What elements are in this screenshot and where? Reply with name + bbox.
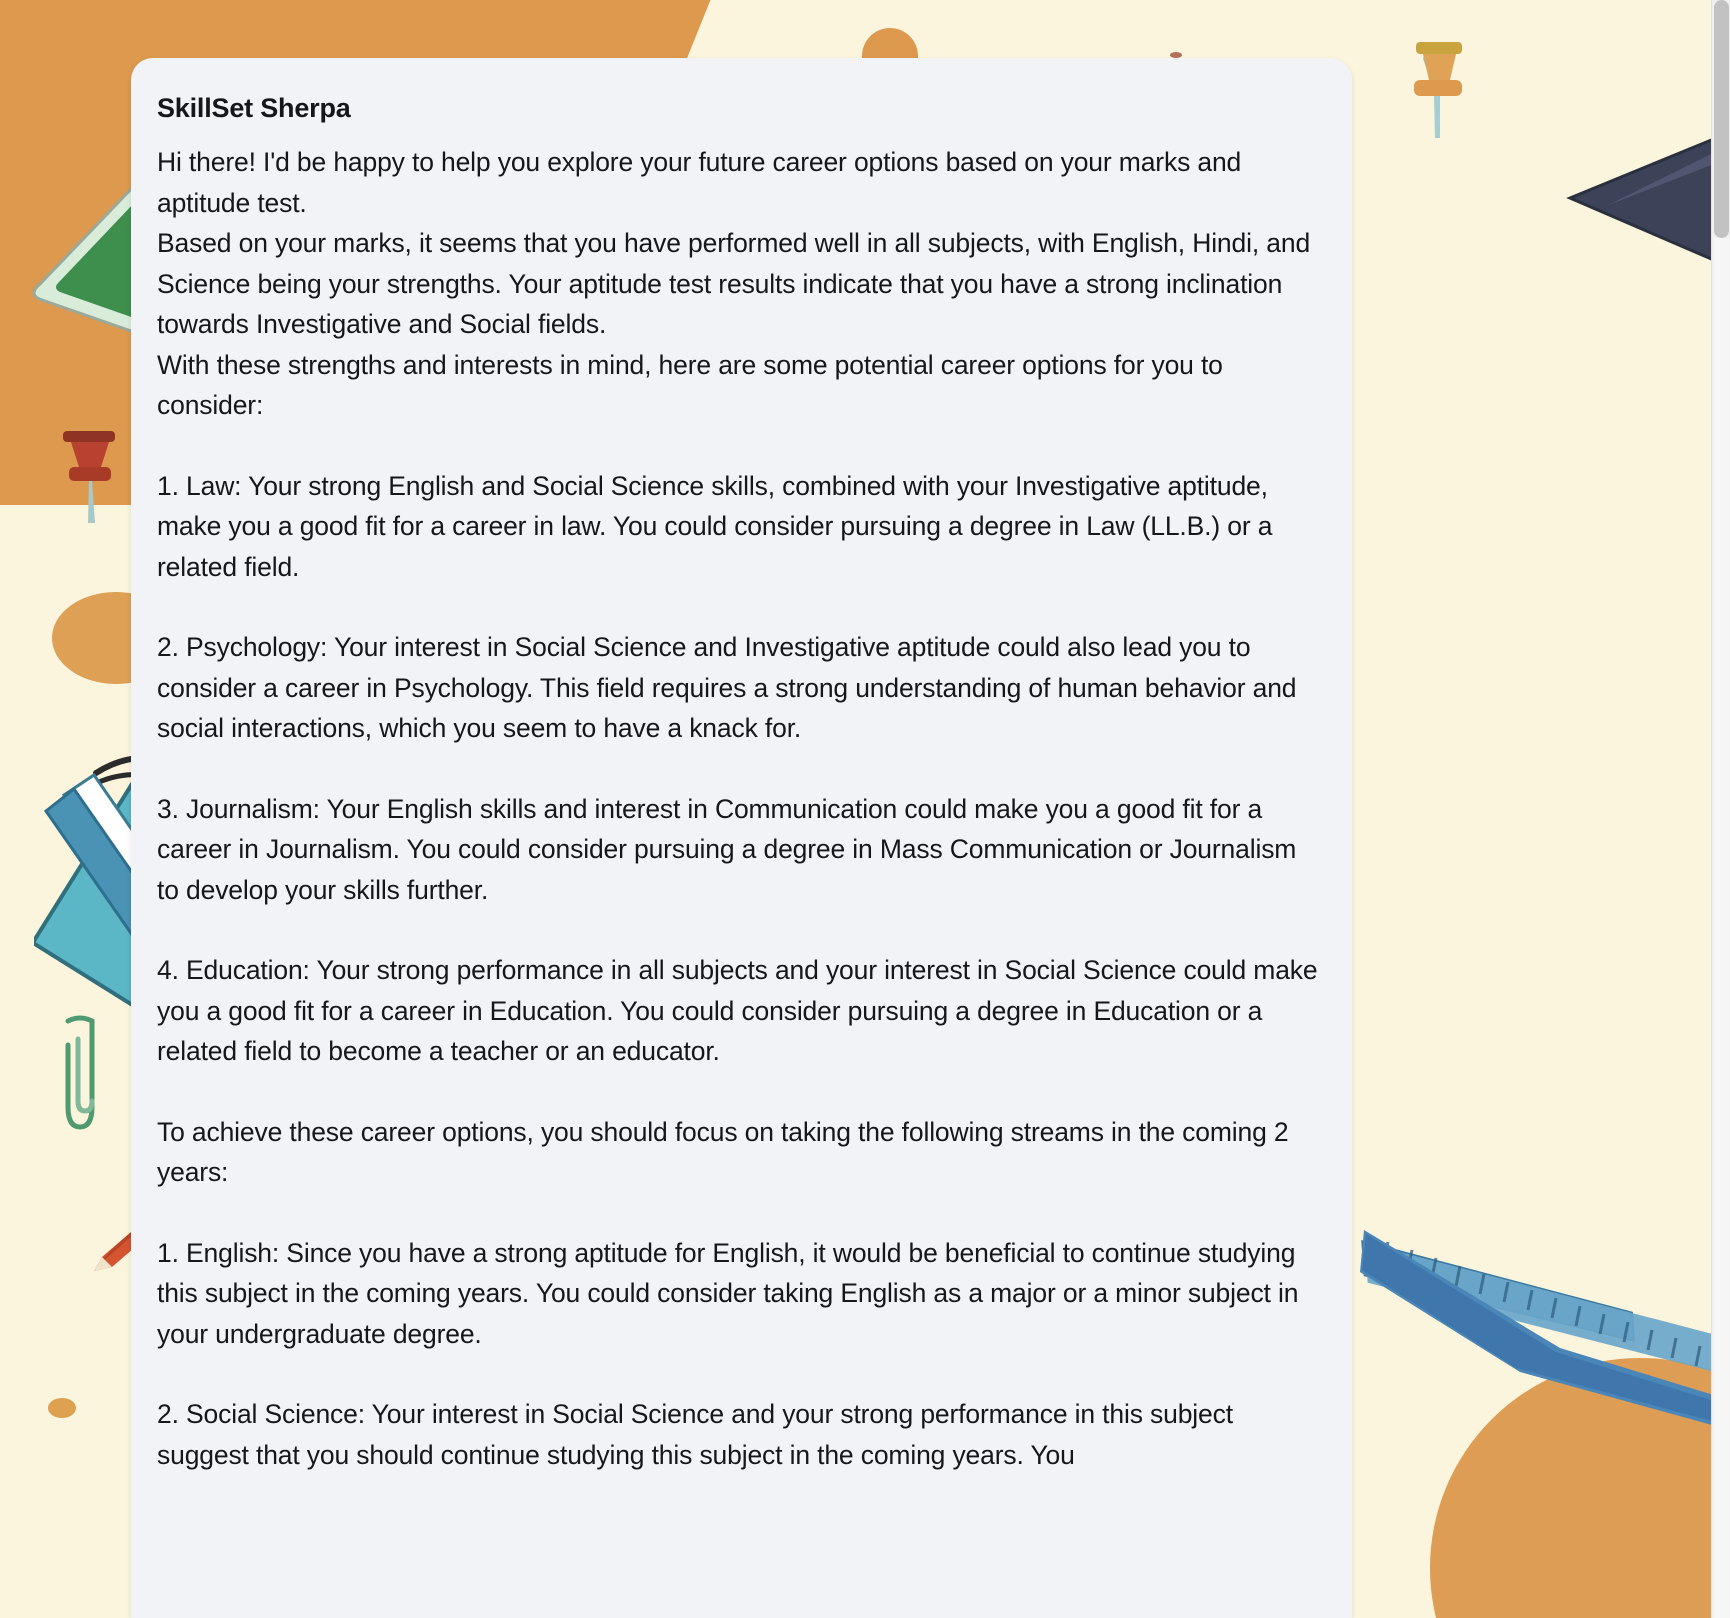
message-intro: Hi there! I'd be happy to help you explore your future career options based on your marks and aptitude test. <box>157 147 1242 218</box>
message-marks-summary: Based on your marks, it seems that you have performed well in all subjects, with English, Hindi, and Science being your strengths. Your aptitude test results indicate that you have a strong inclination towards Investigative and Social fields. <box>157 228 1311 340</box>
graduation-cap-icon <box>1510 120 1730 310</box>
stream-item: 2. Social Science: Your interest in Social Science and your strong performance in this subject suggest that you should continue studying this subject in the coming years. You <box>157 1399 1233 1470</box>
stream-item: 1. English: Since you have a strong aptitude for English, it would be beneficial to continue studying this subject in the coming years. You could consider taking English as a major or a minor subject in your undergraduate degree. <box>157 1237 1299 1349</box>
chat-message-card <box>131 58 1352 1618</box>
red-pushpin-icon <box>55 425 125 530</box>
chat-message-body <box>157 142 1324 1475</box>
message-streams-lead-in: To achieve these career options, you should focus on taking the following streams in the coming 2 years: <box>157 1116 1289 1188</box>
green-paperclip-icon <box>54 1015 106 1135</box>
orange-dot-shape <box>48 1398 76 1418</box>
orange-band-shape <box>0 0 715 62</box>
career-option-item: 2. Psychology: Your interest in Social Science and Investigative aptitude could also lead you to consider a career in Psychology. This field requires a strong understanding of human behavior and social interactions, which you seem to have a knack for. <box>157 632 1297 744</box>
message-lead-in: With these strengths and interests in mind, here are some potential career options for you to consider: <box>157 349 1223 421</box>
vertical-scrollbar[interactable] <box>1711 0 1730 1618</box>
career-option-item: 1. Law: Your strong English and Social Science skills, combined with your Investigative aptitude, make you a good fit for a career in law. You could consider pursuing a degree in Law (LL.B.) or a related field. <box>157 470 1273 582</box>
scrollbar-thumb[interactable] <box>1714 0 1729 238</box>
career-option-item: 3. Journalism: Your English skills and interest in Communication could make you a good fit for a career in Journalism. You could consider pursuing a degree in Mass Communication or Journalism to develop your skills further. <box>157 793 1297 905</box>
orange-pushpin-icon <box>1404 38 1472 148</box>
scrollbar-track[interactable] <box>1714 238 1729 1618</box>
bot-name-label: SkillSet Sherpa <box>157 93 351 123</box>
career-option-item: 4. Education: Your strong performance in all subjects and your interest in Social Science could make you a good fit for a career in Education. You could consider pursuing a degree in Education or a related field to become a teacher or an educator. <box>157 955 1318 1067</box>
blue-ruler-icon <box>1330 1100 1730 1430</box>
